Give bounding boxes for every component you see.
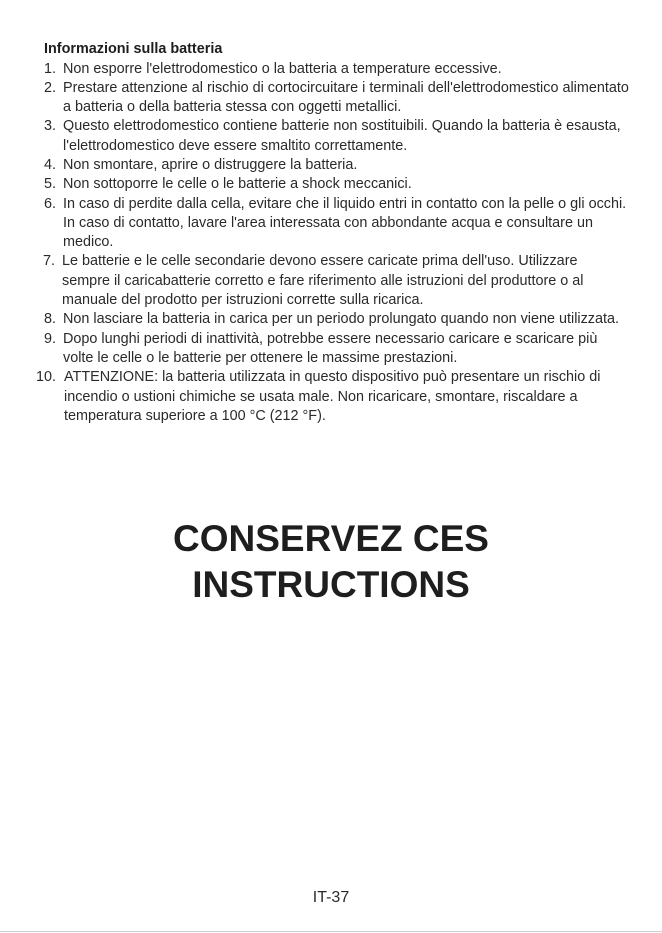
item-text: Prestare attenzione al rischio di cortocircuitare i terminali dell'elettrodomestico alimentato a batteria o della batteria stessa con oggetti metallici. (63, 79, 629, 116)
battery-rules-list (36, 60, 629, 427)
list-item (44, 330, 629, 369)
item-number: 7. (43, 253, 56, 270)
item-number: 9. (44, 330, 57, 347)
item-number: 2. (44, 79, 57, 96)
item-number: 4. (44, 156, 57, 173)
list-item (44, 117, 629, 156)
item-text: Non sottoporre le celle o le batterie a shock meccanici. (63, 176, 412, 193)
item-text: Questo elettrodomestico contiene batterie non sostituibili. Quando la batteria è esausta, l'elettrodomestico deve essere smaltito correttamente. (63, 118, 621, 154)
page-number: IT-37 (312, 889, 350, 906)
list-item (44, 60, 629, 79)
list-item (36, 368, 629, 426)
list-item (44, 175, 629, 194)
item-text: Non smontare, aprire o distruggere la batteria. (63, 156, 358, 173)
section-title: Informazioni sulla batteria (44, 41, 223, 57)
list-item (43, 252, 629, 310)
list-item (44, 79, 629, 118)
keep-instructions-banner (0, 516, 662, 608)
banner-line-1: CONSERVEZ CES (173, 518, 489, 559)
item-text: Non esporre l'elettrodomestico o la batteria a temperature eccessive. (63, 60, 502, 77)
banner-line-2: INSTRUCTIONS (192, 564, 470, 605)
list-item (44, 310, 629, 329)
item-text: Le batterie e le celle secondarie devono essere caricate prima dell'uso. Utilizzare sempre il caricabatterie corretto e fare riferimento alle istruzioni del produttore o al manuale del prodotto per istruzioni corrette sulla ricarica. (62, 253, 584, 309)
item-number: 5. (44, 176, 57, 193)
item-text: Non lasciare la batteria in carica per un periodo prolungato quando non viene utilizzata. (63, 311, 619, 328)
item-text: ATTENZIONE: la batteria utilizzata in questo dispositivo può presentare un rischio di incendio o ustioni chimiche se usata male. Non ricaricare, smontare, riscaldare a temperatura superiore a 100 °C (212 °F). (64, 369, 601, 424)
item-number: 10. (36, 369, 57, 386)
battery-info-section (36, 40, 629, 426)
list-item (44, 195, 629, 253)
list-item (44, 156, 629, 175)
item-number: 3. (44, 118, 57, 135)
item-text: Dopo lunghi periodi di inattività, potrebbe essere necessario caricare e scaricare più volte le celle o le batterie per ottenere le massime prestazioni. (63, 330, 598, 366)
item-number: 8. (44, 311, 57, 328)
item-number: 6. (44, 195, 57, 212)
item-text: In caso di perdite dalla cella, evitare che il liquido entri in contatto con la pelle o gli occhi. In caso di contatto, lavare l'area interessata con abbondante acqua e consultare un medico. (63, 195, 627, 251)
bottom-divider (0, 931, 662, 932)
item-number: 1. (44, 60, 57, 77)
